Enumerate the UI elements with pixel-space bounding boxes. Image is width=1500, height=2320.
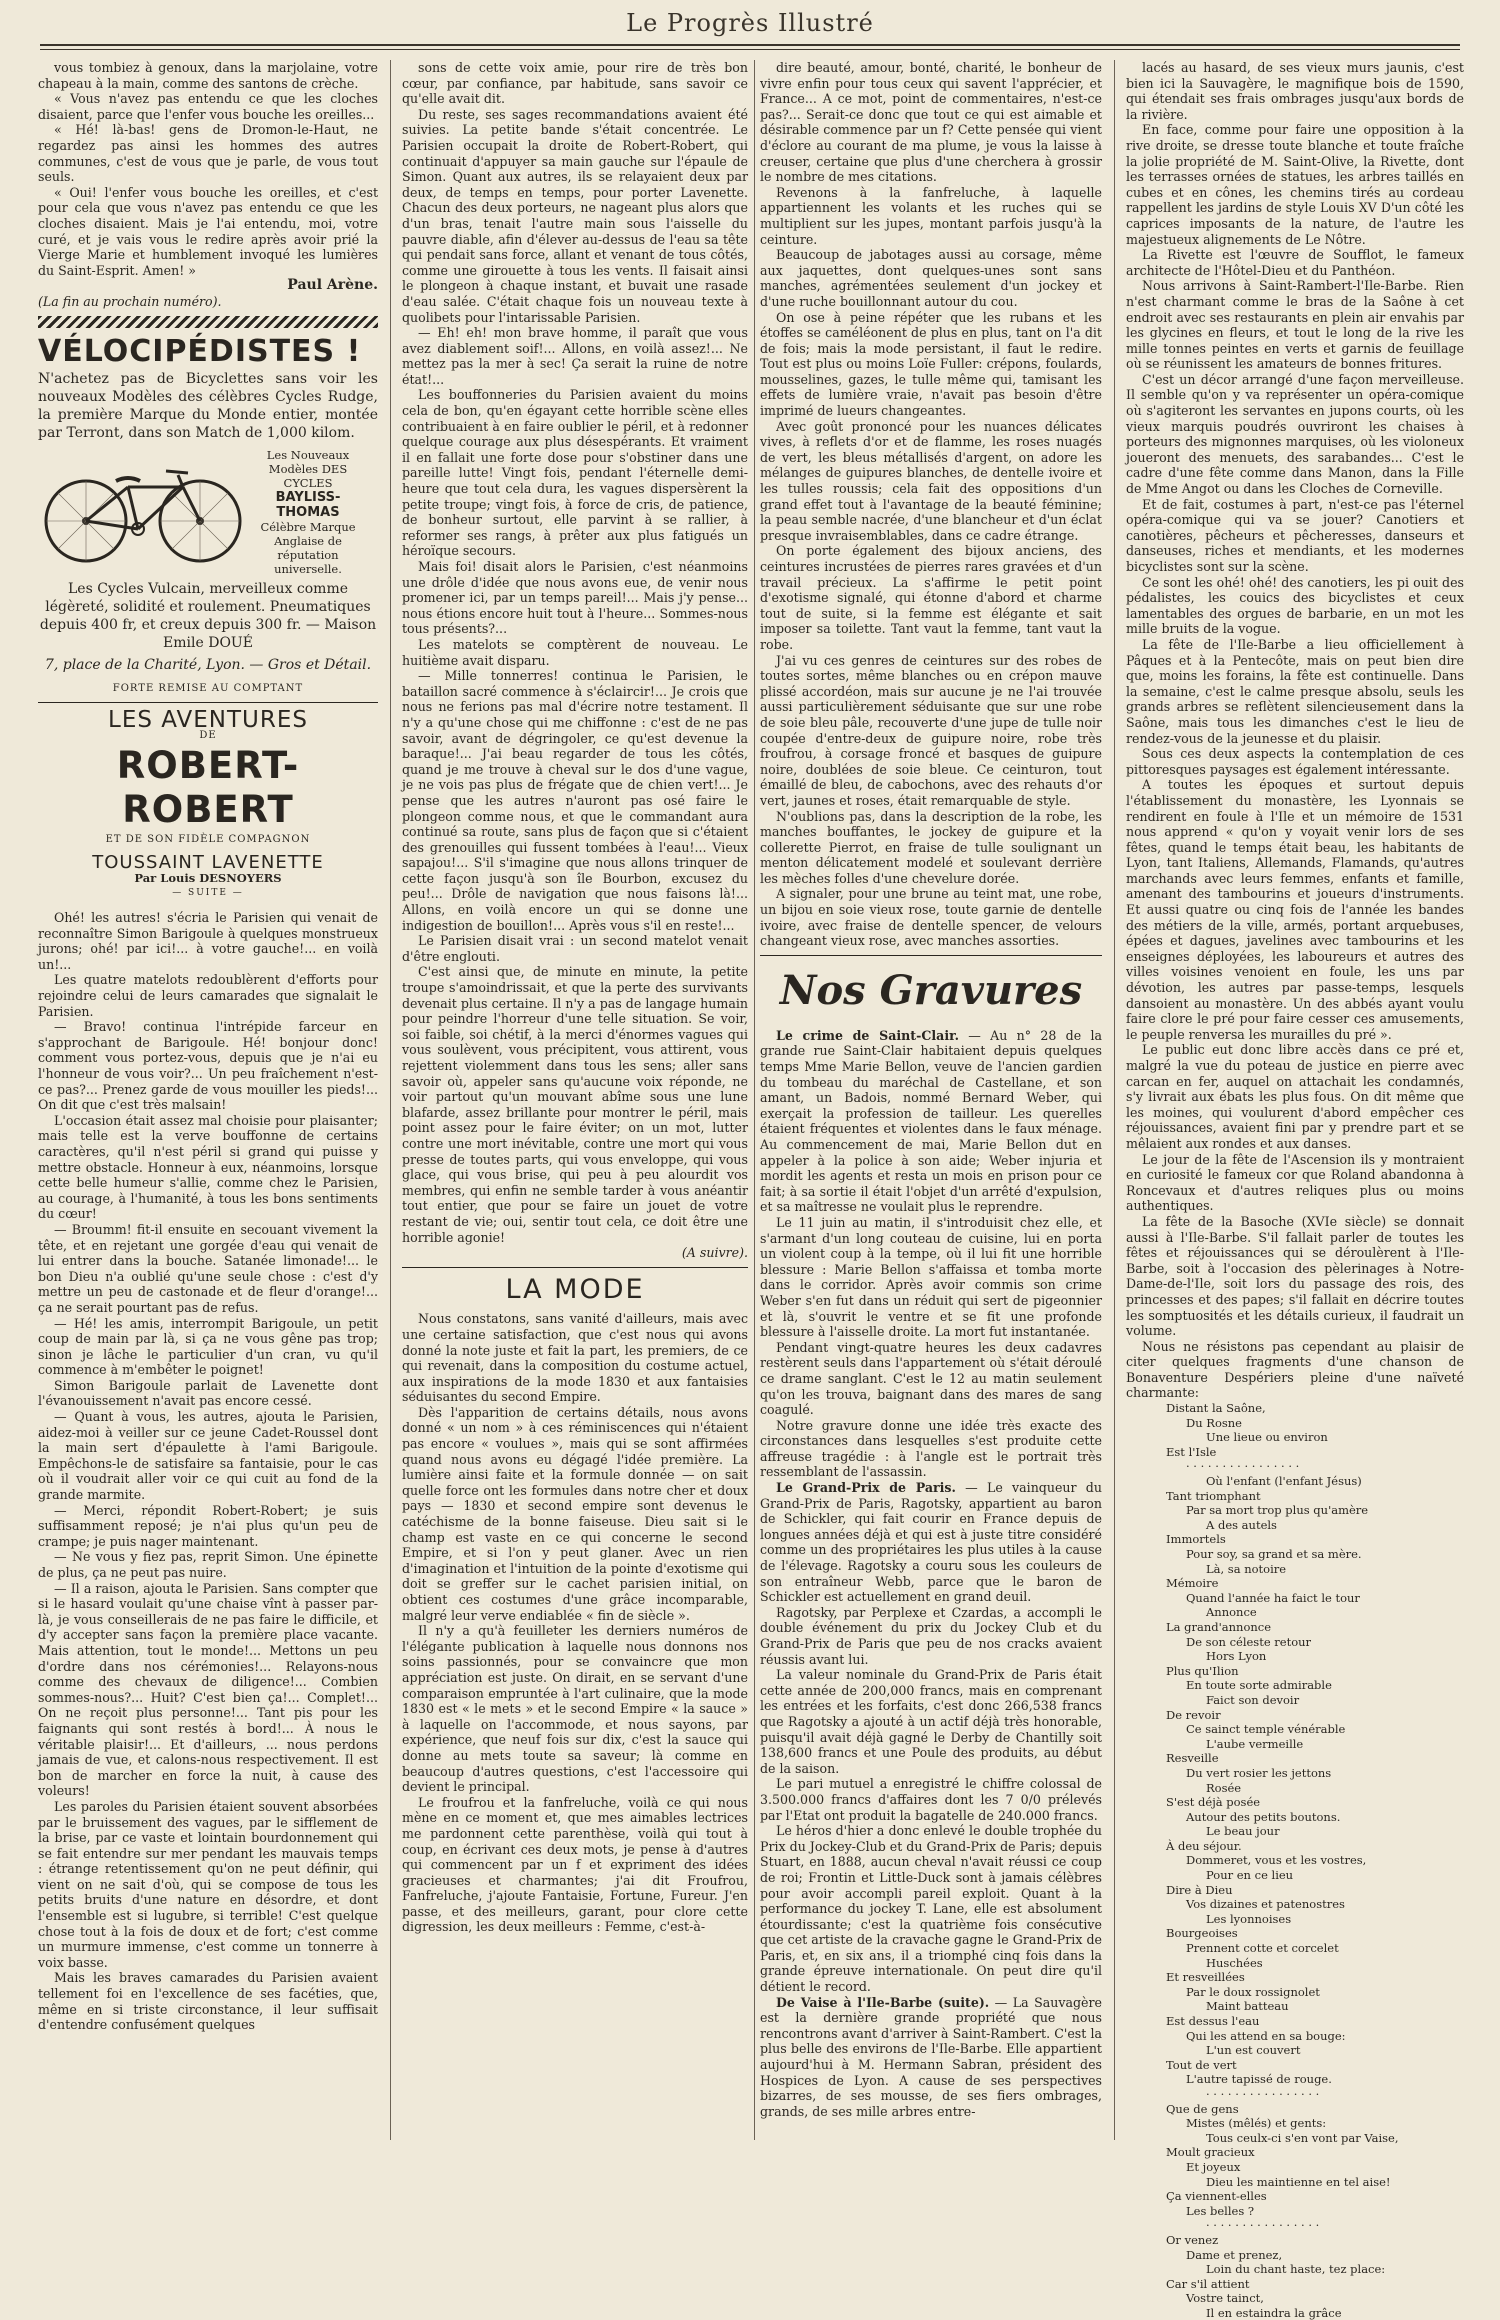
poem-line: Prennent cotte et corcelet	[1186, 1941, 1339, 1956]
poem-line: Par le doux rossignolet	[1186, 1984, 1320, 1999]
poem-line: Mémoire	[1166, 1576, 1219, 1591]
poem-block	[1126, 1401, 1464, 2320]
serial-suite: — SUITE —	[172, 888, 244, 899]
column-rule	[754, 60, 755, 2140]
ad-vulcain-text: Les Cycles Vulcain, merveilleux comme légèreté, solidité et roulement. Pneumatiques depuis 400 fr, et creux depuis 300 fr. — Maison Emile DOUÉ	[39, 580, 377, 651]
poem-line: Rosée	[1206, 1780, 1242, 1795]
paragraph: Les matelots se comptèrent de nouveau. Le huitième avait disparu.	[402, 636, 748, 668]
paragraph: Nous constatons, sans vanité d'ailleurs, mais avec une certaine satisfaction, que c'est nous qui avons donné la note juste et fait la part, les premiers, de ce qui revenait, dans la composition du costume actuel, aux inspirations de la mode 1830 et aux fantaisies séduisantes du second Empire.	[402, 1311, 748, 1405]
poem-line: De son céleste retour	[1186, 1634, 1312, 1649]
paragraph: Nous arrivons à Saint-Rambert-l'Ile-Barbe. Rien n'est charmant comme le bras de la Saône à cet endroit avec ses restaurants en plein air envahis par les glycines en fleurs, et tout le long de la rive les mille tonnes peintes en verts et garnis de feuillage où se réunissent les amateurs de bonnes fritures.	[1126, 278, 1464, 372]
ornamental-divider	[38, 316, 378, 328]
section-divider	[402, 1267, 748, 1268]
poem-line: Tous ceulx-ci s'en vont par Vaise,	[1206, 2130, 1399, 2145]
ad-brand-block	[248, 448, 368, 576]
paragraph: Ragotsky, par Perplexe et Czardas, a accompli le double événement du prix du Jockey Club et du Grand-Prix de Paris que peu de nos cracks avaient réussis avant lui.	[760, 1604, 1102, 1667]
mode-section-title: LA MODE	[505, 1273, 645, 1305]
paragraph: sons de cette voix amie, pour rire de très bon cœur, par confiance, par habitude, sans savoir ce qu'elle avait dit.	[402, 60, 748, 107]
subheading: Le Grand-Prix de Paris.	[776, 1480, 956, 1496]
column-rule	[390, 60, 391, 2140]
paragraph: On porte également des bijoux anciens, des ceintures incrustées de pierres rares gravées et d'un travail précieux. La s'affirme le petit point d'exotisme signalé, qui étonne d'abord et charme tout de suite, si la femme est élégante et sait imposer sa toilette. Tant vaut la femme, tant vaut la robe.	[760, 543, 1102, 652]
paragraph: Sous ces deux aspects la contemplation de ces pittoresques paysages est également intéressante.	[1126, 746, 1464, 777]
poem-line: L'un est couvert	[1206, 2043, 1301, 2058]
poem-line: Resveille	[1166, 1751, 1219, 1766]
paragraph: C'est un décor arrangé d'une façon merveilleuse. Il semble qu'on y va représenter un opéra-comique où s'agiteront les servantes en jupons courts, où les vieux marquis poudrés ouvriront les chaises à porteurs des mignonnes marquises, où les violoneux joueront des menuets, des sarabandes... C'est le cadre d'une fête comme dans Manon, dans la Fille de Mme Angot ou dans les Cloches de Corneville.	[1126, 371, 1464, 497]
paragraph: — Mille tonnerres! continua le Parisien, le bataillon sacré commence à s'éclaircir!... Je crois que nous ne ferions pas mal d'écrire notre testament. Il n'y a qu'une chose qui me chiffonne : c'est de ne pas savoir, avant de dégringoler, ce qu'est devenue la baraque!... J'ai beau regarder de tous les côtés, quand je me trouve à cheval sur le dos d'une vague, je ne vois pas plus de frégate que de chien vert!... Je pense que les autres n'auront pas osé faire le plongeon comme nous, et que le commandant aura continué sa route, sans plus de façon que si c'étaient des grenouilles qui fussent tombées à l'eau!... Vieux sapajou!... S'il s'imagine que nous allons trinquer de cette façon jusqu'à son île Bourbon, excusez du peu!... Drôle de navigation que nous faisons là!... Allons, en voilà encore un qui se donne une indigestion de bouillon!... Après vous s'il en reste!...	[402, 668, 748, 933]
paragraph: — Hé! les amis, interrompit Barigoule, un petit coup de main par là, si ça ne vous gêne pas trop; sinon je lâche le particulier d'un cran, vu qu'il commence à m'embêter le poignet!	[38, 1315, 378, 1378]
to-be-continued: (A suivre).	[681, 1245, 748, 1261]
paragraph: A signaler, pour une brune au teint mat, une robe, un bijou en soie vieux rose, toute garnie de dentelle ivoire, avec fraise de dentelle spencer, de velours changeant vieux rose, avec manches assorties.	[760, 886, 1102, 949]
column-rule	[1114, 60, 1115, 2140]
paragraph: L'occasion était assez mal choisie pour plaisanter; mais telle est la verve bouffonne de certains caractères, qu'il n'est péril si grand qui puisse y mettre obstacle. Honneur à eux, néanmoins, lorsque cette belle humeur s'allie, comme chez le Parisien, au courage, à l'humanité, à tous les bons sentiments du cœur!	[38, 1112, 378, 1222]
paragraph: On ose à peine répéter que les rubans et les étoffes se caméléonent de plus en plus, tant on l'a dit de fois; mais la mode persistant, il faut le redire. Tout est plus ou moins Loïe Fuller: crépons, foulards, mousselines, gazes, le tulle même qui, tamisant les effets de lumière vraie, n'avait pas besoin d'être imprimé de lueurs changeantes.	[760, 309, 1102, 419]
paragraph: Le jour de la fête de l'Ascension ils y montraient en curiosité le fameux cor que Roland abandonna à Roncevaux et d'autres reliques plus ou moins authentiques.	[1126, 1151, 1464, 1214]
column-2	[402, 60, 748, 2140]
paragraph: Les quatre matelots redoublèrent d'efforts pour rejoindre celui de leurs camarades que signalait le Parisien.	[38, 972, 378, 1019]
poem-line: Bourgeoises	[1166, 1926, 1238, 1941]
poem-line: Moult gracieux	[1166, 2145, 1255, 2160]
poem-line: Tant triomphant	[1166, 1488, 1261, 1503]
poem-line: L'autre tapissé de rouge.	[1186, 2072, 1332, 2087]
poem-line: Distant la Saône,	[1166, 1401, 1266, 1416]
paragraph: J'ai vu ces genres de ceintures sur des robes de toutes sortes, même blanches ou en crépon mauve plissé accordéon, mais sur aucune je ne l'ai trouvée aussi particulièrement séduisante que sur une robe de soie bleu pâle, recouverte d'une jupe de tulle noir coupée d'entre-deux de guipure noire, robe très froufrou, à corsage froncé et basques de guipure noire, doublées de soie bleue. Ce ceinturon, tout émaillé de bleu, de cabochons, avec des rehauts d'or vert, jaunes et roses, était remarquable de style.	[760, 652, 1102, 808]
paragraph: Du reste, ses sages recommandations avaient été suivies. La petite bande s'était concentrée. Le Parisien occupait la droite de Robert-Robert, qui continuait d'appuyer sa main gauche sur l'épaule de Simon. Quant aux autres, ils se relayaient deux par deux, de temps en temps, pour porter Lavenette. Chacun des deux porteurs, ne nageant plus alors que d'un bras, tenait l'autre main sous l'aisselle du pauvre diable, afin d'élever au-dessus de l'eau sa tête qui pendait sans force, allant et venant de tous côtés, comme une girouette à tous les vents. Il faisait ainsi le plongeon à chaque instant, et buvait une rasade d'eau salée. C'était chaque fois un nouveau texte à quolibets pour l'intarissable Parisien.	[402, 106, 748, 325]
paragraph: Avec goût prononcé pour les nuances délicates vives, à reflets d'or et de flamme, les roses nuagés de vert, les bleus métallisés d'argent, on adore les mélanges de guipures blanches, de dentelle ivoire et les tulles roussis; cela fait des oppositions d'un grand effet tout à l'avantage de la beauté féminine; la peau semble nacrée, d'une blancheur et d'un éclat presque invraisemblables, dans ce cadre étrange.	[760, 418, 1102, 543]
paragraph: Le pari mutuel a enregistré le chiffre colossal de 3.500.000 francs d'affaires dont les 7 0/0 prélevés par l'Etat ont produit la bagatelle de 240.000 francs.	[760, 1776, 1102, 1823]
paragraph: Ohé! les autres! s'écria le Parisien qui venait de reconnaître Simon Barigoule à quelques monstrueux jurons; ohé! par ici!... à votre gauche!... en voilà un!...	[38, 910, 378, 972]
paragraph: La Rivette est l'œuvre de Soufflot, le fameux architecte de l'Hôtel-Dieu et du Panthéon.	[1126, 247, 1464, 278]
paragraph: La valeur nominale du Grand-Prix de Paris était cette année de 200,000 francs, mais en comprenant les entrées et les forfaits, c'est donc 266,538 francs que Ragotsky a ajouté à un actif déjà très honorable, puisqu'il avait déjà gagné le Derby de Chantilly soit 138,600 francs et une Poule des produits, au début de la saison.	[760, 1667, 1102, 1776]
poem-line: A des autels	[1206, 1517, 1277, 1532]
poem-line: Il en estaindra la grâce	[1206, 2305, 1342, 2320]
column-4	[1126, 60, 1464, 2320]
poem-line: Dommeret, vous et les vostres,	[1186, 1853, 1367, 1868]
paragraph: « Oui! l'enfer vous bouche les oreilles, et c'est pour cela que vous n'avez pas entendu ce que les cloches disaient. Mais je l'ai entendu, moi, votre curé, et je vais vous le redire après avoir prié la Vierge Marie et humblement invoqué les lumières du Saint-Esprit. Amen! »	[38, 184, 378, 278]
serial-line4: TOUSSAINT LAVENETTE	[92, 852, 324, 874]
paragraph: — La Sauvagère est la dernière grande propriété que nous rencontrons avant d'arriver à Saint-Rambert. C'est la plus belle des environs de l'Ile-Barbe. Elle appartient aujourd'hui à M. Hermann Sabran, président des Hospices de Lyon. A cause de ses perspectives bizarres, de ses mousse, de ses fiers ombrages, grands, de ses mille arbres entre-	[760, 1994, 1102, 2119]
poem-line: La grand'annonce	[1166, 1619, 1272, 1634]
serial-line1: LES AVENTURES	[108, 706, 308, 733]
paragraph: lacés au hasard, de ses vieux murs jaunis, c'est bien ici la Sauvagère, le magnifique bois de 1590, qui étendait ses frais ombrages jusqu'aux bords de la rivière.	[1126, 60, 1464, 122]
ad-models: Les Nouveaux Modèles DES CYCLES	[266, 447, 350, 490]
ad-footer: FORTE REMISE AU COMPTANT	[112, 682, 304, 694]
paragraph: — Merci, répondit Robert-Robert; je suis suffisamment reposé; je n'ai plus qu'un peu de crampe; je puis nager maintenant.	[38, 1502, 378, 1549]
poem-line: Les belles ?	[1186, 2203, 1255, 2218]
paragraph: Les paroles du Parisien étaient souvent absorbées par le bruissement des vagues, par le sifflement de la brise, par ce vaste et lointain bourdonnement qui se fait entendre sur mer pendant les mauvais temps : étrange retentissement qu'on ne peut définir, qui vient on ne sait d'où, qui se compose de tous les petits bruits d'une nature en désordre, et dont l'ensemble est si lugubre, si terrible! C'est quelque chose tout à la fois de doux et de fort; c'est comme un murmure immense, c'est comme un tonnerre à voix basse.	[38, 1798, 378, 1970]
paragraph: vous tombiez à genoux, dans la marjolaine, votre chapeau à la main, comme des santons de crèche.	[38, 60, 378, 91]
paragraph: Ce sont les ohé! ohé! des canotiers, les pi ouit des pédalistes, les couics des bicyclistes et ceux lamentables des orgues de barbarie, en un mot les mille bruits de la vogue.	[1126, 574, 1464, 637]
serial-line2: DE	[199, 730, 217, 742]
poem-line: Dire à Dieu	[1166, 1882, 1233, 1897]
paragraph: Les bouffonneries du Parisien avaient du moins cela de bon, qu'en égayant cette horrible scène elles contribuaient à en faire oublier le péril, et à redonner quelque courage aux plus désespérants. Et vraiment il en fallait une forte dose pour s'obstiner dans une pareille lutte! Vingt fois, pendant l'éternelle demi-heure que tout cela dura, les vagues dispersèrent la petite troupe; vingt fois, à force de cris, de patience, de bonheur surtout, elle parvint à se rallier, à reformer ses rangs, à prêter aux plus fatigués un héroïque secours.	[402, 387, 748, 559]
poem-line: · · · · · · · · · · · · · · · ·	[1206, 2086, 1320, 2101]
paragraph: Le public eut donc libre accès dans ce pré et, malgré la vue du poteau de justice en pierre avec carcan en fer, auquel on attachait les condamnés, s'y livrait aux ébats les plus fous. On dit même que les moines, qui voulurent d'abord empêcher ces réjouissances, avaient fini par y prendre part et se mêlaient aux rondes et aux danses.	[1126, 1042, 1464, 1151]
poem-line: Une lieue ou environ	[1206, 1430, 1328, 1445]
poem-line: · · · · · · · · · · · · · · · ·	[1206, 2218, 1320, 2233]
paragraph: A toutes les époques et surtout depuis l'établissement du monastère, les Lyonnais se rendirent en foule à l'Ile et un mémoire de 1531 nous apprend « qu'on y voyait venir lors de ses fêtes, quand le temps était beau, les habitants de Lyon, tant Italiens, Allemands, Flamands, qu'autres marchands avec leurs femmes, enfants et famille, amenant des tambourins et joueurs d'instruments. Et aussi quatre ou cinq fois de l'année les bandes des métiers de la ville, armés, portant arquebuses, épées et dagues, javelines avec tambourins et les enseignes déployées, les laboureurs et autres des villes voisines venoient en foule, les uns par dévotion, les autres par passe-temps, lesquels dansoient au monastère. Un des abbés ayant voulu faire clore le pré pour faire cesser ces amusements, le peuple renversa les murailles du pré ».	[1126, 777, 1464, 1042]
poem-line: Maint batteau	[1206, 1999, 1289, 2014]
paragraph: — Le vainqueur du Grand-Prix de Paris, Ragotsky, appartient au baron de Schickler, qui fait courir en France depuis de longues années déjà et qui est à juste titre considéré comme un des propriétaires les plus utiles à la cause de l'élevage. Ragotsky a couru sous les couleurs de son entraîneur Webb, parce que le baron de Schickler est actuellement en grand deuil.	[760, 1480, 1102, 1605]
serial-title: ROBERT-ROBERT	[116, 743, 300, 831]
paragraph: Simon Barigoule parlait de Lavenette dont l'évanouissement n'avait pas encore cessé.	[38, 1377, 378, 1409]
poem-line: Est l'Isle	[1166, 1444, 1217, 1459]
ad-brand-desc: Célèbre Marque Anglaise de réputation universelle.	[260, 519, 356, 576]
poem-line: Annonce	[1206, 1605, 1257, 1620]
poem-line: Et joyeux	[1186, 2159, 1241, 2174]
poem-line: À deu séjour.	[1166, 1838, 1242, 1853]
poem-line: Dame et prenez,	[1186, 2247, 1283, 2262]
gravures-section-title: Nos Gravures	[760, 955, 1102, 1018]
paragraph: En face, comme pour faire une opposition à la rive droite, se dresse toute blanche et toute fraîche la jolie propriété de M. Saint-Olive, la Rivette, dont les terrasses ornées de statues, les arbres taillés en cubes et en cônes, les chemins tirés au cordeau rappellent les jardins de style Louis XV D'un côté les caprices imposants de la nature, de l'autre les majestueux alignements de Le Nôtre.	[1126, 122, 1464, 247]
poem-line: Vos dizaines et patenostres	[1186, 1897, 1345, 1912]
subheading: Le crime de Saint-Clair.	[776, 1027, 959, 1043]
serial-heading	[38, 706, 378, 903]
paragraph: Revenons à la fanfreluche, à laquelle appartiennent les volants et les ruches qui se multiplient sur les jupes, montant parfois jusqu'à la ceinture.	[760, 184, 1102, 247]
poem-line: Mistes (mêlés) et gents:	[1186, 2116, 1327, 2131]
poem-line: S'est déjà posée	[1166, 1795, 1261, 1810]
paragraph: Le Parisien disait vrai : un second matelot venait d'être englouti.	[402, 933, 748, 964]
paragraph: N'oublions pas, dans la description de la robe, les manches bouffantes, le jockey de guipure et la collerette Pierrot, en fraise de tulle soulignant un menton délicatement modelé et soulevant derrière les mèches folles d'une chevelure dorée.	[760, 808, 1102, 886]
poem-line: Immortels	[1166, 1532, 1226, 1547]
masthead-title: Le Progrès Illustré	[40, 6, 1460, 46]
poem-line: Or venez	[1166, 2232, 1219, 2247]
paragraph: Nous ne résistons pas cependant au plaisir de citer quelques fragments d'une chanson de Bonaventure Despériers pleine d'une naïveté charmante:	[1126, 1338, 1464, 1401]
paragraph: — Il a raison, ajouta le Parisien. Sans compter que si le hasard voulait qu'une chaise vînt à passer par-là, je vous conseillerais de ne pas faire le difficile, et d'y accepter sans façon la première place vacante. Mais attention, tout le monde!... Mettons un peu d'ordre dans nos cérémonies!... Relayons-nous comme des chevaux de diligence!... Combien sommes-nous?... Huit? C'est bien ça!... Complet!... On ne reçoit plus personne!... Tant pis pour les faignants qui sont restés à bord!... À nous le véritable plaisir!... Et d'ailleurs, ... nous perdons jamais de vue, et calons-nous respectivement. Il est bon de marcher en force la nuit, à cause des voleurs!	[38, 1580, 378, 1799]
subheading: De Vaise à l'Ile-Barbe (suite).	[776, 1994, 990, 2010]
paragraph: dire beauté, amour, bonté, charité, le bonheur de vivre enfin pour tous ceux qui savent l'apprécier, et France... A ce mot, point de commentaires, n'est-ce pas?... Serait-ce donc que tout ce qui est aimable et désirable commence par un f? Cette pensée qui vient d'éclore au courant de ma plume, je vous la laisse à creuser, certaine que plus d'une cherchera à grossir le nombre de mes citations.	[760, 60, 1102, 185]
ad-headline: VÉLOCIPÉDISTES !	[38, 333, 362, 369]
poem-line: Que de gens	[1166, 2101, 1239, 2116]
poem-line: Dieu les maintienne en tel aise!	[1206, 2174, 1391, 2189]
paragraph: C'est ainsi que, de minute en minute, la petite troupe s'amoindrissait, et que la perte des survivants devenait plus certaine. Il n'y a pas de langage humain pour peindre l'horreur d'une telle situation. Se voir, soi faible, soi chétif, à la merci d'énormes vagues qui vous soulèvent, vous précipitent, vous attirent, vous rejettent violemment dans tous les sens; aller sans savoir où, appeler sans qu'aucune voix réponde, ne voir partout qu'un mouvant abîme sous une lune blafarde, assez brillante pour montrer le péril, mais point assez pour le faire éviter; on un mot, lutter contre une mort inévitable, contre une mort qui vous presse de toutes parts, qui vous enveloppe, qui vous glace, qui vous brise, qui peu à peu alourdit vos membres, qui enfin ne semble tarder à vous anéantir tout entier, que pour se faire un jouet de votre restant de vie; oui, sentir tout cela, ce doit être une horrible agonie!	[402, 964, 748, 1245]
poem-line: Loin du chant haste, tez place:	[1206, 2262, 1386, 2277]
paragraph: Et de fait, costumes à part, n'est-ce pas l'éternel opéra-comique qui va se jouer? Canotiers et canotières, pêcheurs et pêcheresses, danseurs et danseuses, riches et mendiants, et les modernes bicyclistes sont sur la scène.	[1126, 496, 1464, 574]
paragraph: Notre gravure donne une idée très exacte des circonstances dans lesquelles s'est produite cette affreuse tragédie : à l'angle est le portrait très ressemblant de l'assassin.	[760, 1417, 1102, 1480]
ad-brand: BAYLISS-THOMAS	[275, 489, 341, 520]
paragraph: Le froufrou et la fanfreluche, voilà ce qui nous mène en ce moment et, que mes aimables lectrices me pardonnent cette parenthèse, voilà qui tout à coup, en écrivant ces deux mots, je pense à d'autres qui commencent par un f et expriment des idées gracieuses et charmantes; j'ai dit Froufrou, Fanfreluche, j'ajoute Fantaisie, Fortune, Fureur. J'en passe, et des meilleurs, garant, pour clore cette digression, les deux meilleurs : Femme, c'est-à-	[402, 1794, 748, 1935]
poem-line: Huschées	[1206, 1955, 1263, 1970]
paragraph: « Hé! là-bas! gens de Dromon-le-Haut, ne regardez pas ainsi les hommes des autres communes, c'est de vous que je parle, de vous tout seuls.	[38, 122, 378, 185]
ad-text: N'achetez pas de Bicyclettes sans voir les nouveaux Modèles des célèbres Cycles Rudge, la première Marque du Monde entier, montée par Terront, dans son Match de 1,000 kilom.	[38, 370, 378, 441]
poem-line: En toute sorte admirable	[1186, 1678, 1332, 1693]
poem-line: Du vert rosier les jettons	[1186, 1765, 1332, 1780]
bicycle-advertisement	[38, 334, 378, 703]
poem-line: Pour soy, sa grand et sa mère.	[1186, 1547, 1362, 1561]
poem-line: Qui les attend en sa bouge:	[1186, 2028, 1346, 2043]
poem-line: Ce sainct temple vénérable	[1186, 1722, 1346, 1737]
poem-line: Par sa mort trop plus qu'amère	[1186, 1503, 1369, 1518]
ad-address: 7, place de la Charité, Lyon. — Gros et Détail.	[44, 656, 372, 673]
serial-author: Par Louis DESNOYERS	[134, 870, 282, 885]
poem-line: De revoir	[1166, 1707, 1221, 1722]
poem-line: Hors Lyon	[1206, 1649, 1267, 1664]
paragraph: « Vous n'avez pas entendu ce que les cloches disaient, parce que l'enfer vous bouche les oreilles...	[38, 91, 378, 122]
poem-line: Où l'enfant (l'enfant Jésus)	[1206, 1474, 1362, 1489]
paragraph: Le héros d'hier a donc enlevé le double trophée du Prix du Jockey-Club et du Grand-Prix de Paris; depuis Stuart, en 1888, aucun cheval n'avait réussi ce coup de roi; Frontin et Little-Duck sont à jamais célèbres pour avoir accompli pareil exploit. Quant à la performance du jockey T. Lane, elle est absolument étourdissante; c'est la quatrième fois consécutive que cet artiste de la cravache gagne le Grand-Prix de Paris, et, en six ans, il a triomphé cinq fois dans la grande épreuve internationale. On peut dire qu'il détient le record.	[760, 1823, 1102, 1995]
poem-line: Faict son devoir	[1206, 1692, 1300, 1707]
paragraph: — Au n° 28 de la grande rue Saint-Clair habitaient depuis quelques temps Mme Marie Bellon, veuve de l'ancien gardien du tombeau du maréchal de Castellane, et son amant, un Badois, nommé Bernard Weber, qui exerçait la profession de tailleur. Les querelles étaient fréquentes et violentes dans le faux ménage. Au commencement de mai, Marie Bellon dut en appeler à la police à son aide; Weber injuria et mordit les agents et resta un mois en prison pour ce fait; à sa sortie il était l'objet d'un arrêté d'expulsion, et sa maîtresse ne voulait plus le reprendre.	[760, 1027, 1102, 1215]
paragraph: Mais foi! disait alors le Parisien, c'est néanmoins une drôle d'idée que nous avons eue, de venir nous promener ici, par un temps pareil!... Mais j'y pense... nous étions encore huit tout à l'heure... Sommes-nous tous présents?...	[402, 559, 748, 637]
paragraph: La fête de l'Ile-Barbe a lieu officiellement à Pâques et à la Pentecôte, mais on peut bien dire que, moins les forains, la fête est continuelle. Dans la semaine, c'est le calme presque absolu, seuls les grands arbres se reflètent silencieusement dans la Saône, mais tous les dimanches c'est le lieu de rendez-vous de la jeunesse et du plaisir.	[1126, 636, 1464, 746]
poem-line: Car s'il attient	[1166, 2276, 1250, 2291]
poem-line: Pour en ce lieu	[1206, 1868, 1294, 1883]
paragraph: Dès l'apparition de certains détails, nous avons donné « un nom » à ces réminiscences qui n'étaient pas encore « voulues », mais qui se sont affirmées quand nous avons eu dégagé l'idée première. La lumière ainsi faite et la formule donnée — on sait quelle force ont les formules dans notre cher et doux pays — 1830 et second empire sont devenus le catéchisme de la bonne faiseuse. Dieu sait si le champ est vaste en ce qui concerne le second Empire, et si l'on y peut glaner. Avec un rien d'imagination et l'intuition de la pointe d'exotisme qui doit se greffer sur le cachet parisien initial, on obtient ces costumes d'une grâce incomparable, malgré leur verve endiablée « fin de siècle ».	[402, 1404, 748, 1623]
poem-line: Du Rosne	[1186, 1415, 1242, 1430]
paragraph: Le 11 juin au matin, il s'introduisit chez elle, et s'armant d'un long couteau de cuisine, lui en porta un violent coup à la tempe, où il lui fit une horrible blessure : Marie Bellon s'affaissa et tomba morte dans le corridor. Après avoir commis son crime Weber s'en fut dans un réduit qui sert de pigeonnier et là, s'ouvrit le ventre et se fit une profonde blessure à l'aisselle droite. La mort fut instantanée.	[760, 1214, 1102, 1340]
paragraph: — Broumm! fit-il ensuite en secouant vivement la tête, et en rejetant une gorgée d'eau qui venait de lui entrer dans la bouche. Satanée limonade!... le bon Dieu n'a oublié qu'une seule chose : c'est d'y mettre un peu de castonade et de fleur d'orange!... ça ne serait pourtant pas de refus.	[38, 1221, 378, 1315]
poem-line: Est dessus l'eau	[1166, 2014, 1260, 2028]
column-1	[38, 60, 378, 2140]
paragraph: Pendant vingt-quatre heures les deux cadavres restèrent seuls dans l'appartement où s'était déroulé ce drame sanglant. C'est le 12 au matin seulement qu'on les trouva, baignant dans des mares de sang coagulé.	[760, 1339, 1102, 1418]
ad-bike-row	[38, 448, 378, 576]
paragraph: Il n'y a qu'à feuilleter les derniers numéros de l'élégante publication à laquelle nous donnons nos soins passionnés, pour se convaincre que mon appréciation est juste. On dirait, en se servant d'une comparaison empruntée à l'art culinaire, que la mode 1830 est « le mets » et le second Empire « la sauce » à laquelle on l'accommode, et nous sayons, par expérience, que neuf fois sur dix, c'est la sauce qui donne au mets toute sa saveur; là comme en beaucoup d'autres questions, c'est l'accessoire qui devient le principal.	[402, 1623, 748, 1795]
paragraph: — Ne vous y fiez pas, reprit Simon. Une épinette de plus, ça ne peut pas nuire.	[38, 1549, 378, 1580]
poem-line: Plus qu'Ilion	[1166, 1663, 1239, 1678]
poem-line: Là, sa notoire	[1206, 1561, 1287, 1576]
paragraph: — Quant à vous, les autres, ajouta le Parisien, aidez-moi à veiller sur ce jeune Cadet-Roussel dont la main sert d'épaulette à l'ami Barigoule. Empêchons-le de satisfaire sa fantaisie, pour le cas où il voudrait aller voir ce qui cuit au fond de la grande marmite.	[38, 1409, 378, 1503]
poem-line: Quand l'année ha faict le tour	[1186, 1590, 1360, 1605]
poem-line: Autour des petits boutons.	[1186, 1809, 1341, 1824]
paragraph: La fête de la Basoche (XVIe siècle) se donnait aussi à l'Ile-Barbe. S'il fallait parler de toutes les fêtes et réjouissances qui se déroulèrent à l'Ile-Barbe, soit à l'occasion des pèlerinages à Notre-Dame-de-l'Ile, soit lors du passage des rois, des princesses et des papes; s'il fallait en décrire toutes les somptuosités et les détails curieux, il faudrait un volume.	[1126, 1213, 1464, 1339]
poem-line: Les lyonnoises	[1206, 1911, 1292, 1926]
paragraph: Beaucoup de jabotages aussi au corsage, même aux jaquettes, dont quelques-unes sont sans manches, agrémentées seulement d'un jockey et d'une ruche bouillonnant autour du cou.	[760, 247, 1102, 309]
continuation-note: (La fin au prochain numéro).	[38, 293, 222, 309]
paragraph: — Bravo! continua l'intrépide farceur en s'approchant de Barigoule. Hé! bonjour donc! comment vous portez-vous, depuis que je n'ai eu l'honneur de vous voir?... Un peu fraîchement n'est-ce pas?... Prenez garde de vous mouiller les pieds!... On dit que c'est très malsain!	[38, 1019, 378, 1113]
poem-line: L'aube vermeille	[1206, 1736, 1304, 1751]
poem-line: · · · · · · · · · · · · · · · ·	[1186, 1459, 1300, 1474]
paragraph: Mais les braves camarades du Parisien avaient tellement foi en l'excellence de ses facéties, que, même en si triste circonstance, il leur suffisait d'entendre confusément quelques	[38, 1970, 378, 2033]
poem-line: Tout de vert	[1166, 2057, 1237, 2072]
poem-line: Ça viennent-elles	[1166, 2189, 1267, 2204]
serial-line3: ET DE SON FIDÈLE COMPAGNON	[105, 833, 311, 845]
poem-line: Le beau jour	[1206, 1824, 1280, 1839]
column-3	[760, 60, 1102, 2140]
paragraph: — Eh! eh! mon brave homme, il paraît que vous avez diablement soif!... Allons, en voilà assez!... Ne mettez pas la mer à sec! Ça serait la ruine de notre état!...	[402, 325, 748, 387]
bicycle-illustration	[38, 457, 248, 567]
poem-line: Et resveillées	[1166, 1970, 1245, 1985]
author-signature: Paul Arène.	[287, 277, 378, 294]
poem-line: Vostre tainct,	[1186, 2291, 1264, 2306]
